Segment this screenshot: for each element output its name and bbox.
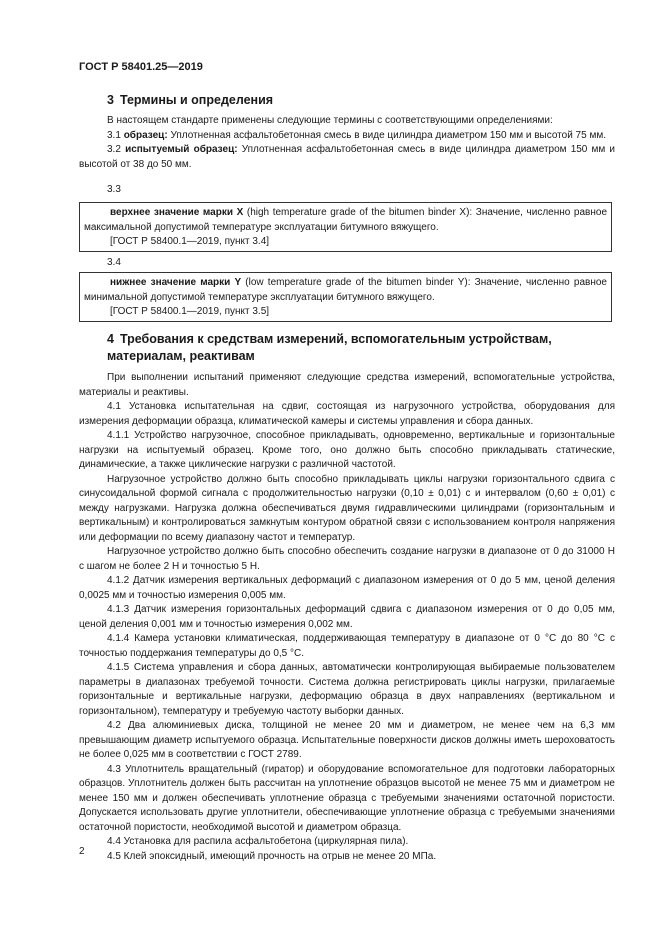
paragraph: Нагрузочное устройство должно быть способно прикладывать циклы нагрузки горизонтального сдвига с синусоидальной формой сигнала с продолжительностью нагрузки (0,10 ± 0,01) с и интервалом (0,60 ± 0,01) с между нагрузками. Нагрузка должна обеспечиваться двумя гидравлическими цилиндрами (горизонтальным и вертикальным) и контролироваться замкнутым контуром обратной связи с использованием контроля напряжения или деформации по всему диапазону частот и температур.	[79, 473, 615, 543]
document-header: ГОСТ Р 58401.25—2019	[79, 61, 203, 73]
section-3-intro: В настоящем стандарте применены следующие термины с соответствующими определениями:	[107, 115, 553, 126]
section-3-number: 3	[107, 93, 114, 107]
term-3-3-reference: [ГОСТ Р 58400.1—2019, пункт 3.4]	[110, 236, 270, 247]
section-3-heading	[107, 92, 273, 109]
term-3-4-reference: [ГОСТ Р 58400.1—2019, пункт 3.5]	[110, 306, 270, 317]
term-3-4-term: нижнее значение марки Y	[110, 277, 242, 288]
section-4-body	[79, 371, 615, 864]
section-3-title: Термины и определения	[119, 93, 274, 107]
term-3-1-text: Уплотненная асфальтобетонная смесь в виде цилиндра диаметром 150 мм и высотой 75 мм.	[170, 129, 606, 141]
paragraph: 4.1.1 Устройство нагрузочное, способное прикладывать, одновременно, вертикальные и горизонтальные нагрузки на испытуемый образец. Кроме того, оно должно быть способно прикладывать статические, динамические, а также циклические нагрузки с различной частотой.	[79, 430, 615, 470]
paragraph: При выполнении испытаний применяют следующие средства измерений, вспомогательные устройства, материалы и реактивы.	[79, 372, 615, 398]
paragraph: 4.1.2 Датчик измерения вертикальных деформаций с диапазоном измерения от 0 до 5 мм, ценой деления 0,0025 мм и точностью измерения 0,005 мм.	[79, 575, 615, 601]
term-3-2-number: 3.2	[107, 144, 121, 155]
paragraph: 4.1.5 Система управления и сбора данных, автоматически контролирующая выбираемые пользователем параметры в диапазонах требуемой точности. Система должна регистрировать циклы нагрузки, прилагаемые горизонтальные и вертикальные нагрузки, деформацию образца в двух направлениях (вертикальном и горизонтальном), температуру и требуемую частоту выборки данных.	[79, 662, 615, 717]
term-3-3-text: (high temperature grade of the bitumen binder X): Значение, численно равное максимальной допустимой температуре эксплуатации битумного вяжущего.	[84, 207, 608, 233]
term-3-2-term: испытуемый образец:	[125, 144, 238, 155]
term-3-4-box	[79, 272, 612, 322]
paragraph: 4.3 Уплотнитель вращательный (гиратор) и оборудование вспомогательное для подготовки лабораторных образцов. Уплотнитель должен быть рассчитан на уплотнение образцов высотой не менее 75 мм и диаметром не менее 150 мм и должен обеспечивать уплотнение образца с требуемыми значениями остаточной пористости. Допускается использовать другие уплотнители, обеспечивающие уплотнение образца с требуемыми значениями остаточной пористости, необходимой высотой и диаметром образца.	[79, 763, 615, 833]
term-3-2-text: Уплотненная асфальтобетонная смесь в виде цилиндра диаметром 150 мм и высотой от 38 до 50 мм.	[79, 144, 615, 170]
term-3-3-number: 3.3	[107, 184, 121, 195]
term-3-1-number: 3.1	[107, 129, 121, 141]
term-3-4-definition	[84, 276, 607, 305]
term-3-3-definition	[84, 206, 607, 235]
section-3-body	[79, 114, 615, 172]
term-3-1	[79, 129, 615, 144]
paragraph: 4.1.3 Датчик измерения горизонтальных деформаций сдвига с диапазоном измерения от 0 до 0,05 мм, ценой деления 0,001 мм и точностью измерения 0,002 мм.	[79, 604, 615, 630]
paragraph: 4.4 Установка для распила асфальтобетона (циркулярная пила).	[107, 836, 409, 847]
paragraph: 4.1 Установка испытательная на сдвиг, состоящая из нагрузочного устройства, оборудования для измерения деформации образца, климатической камеры и системы управления и сбора данных.	[79, 401, 615, 427]
page-number: 2	[79, 846, 85, 857]
term-3-4-number: 3.4	[107, 257, 121, 268]
paragraph: Нагрузочное устройство должно быть способно обеспечить создание нагрузки в диапазоне от 0 до 31000 Н с шагом не более 2 Н и точностью 5 Н.	[79, 546, 615, 572]
term-3-3-term: верхнее значение марки X	[110, 207, 244, 218]
paragraph: 4.5 Клей эпоксидный, имеющий прочность на отрыв не менее 20 МПа.	[107, 850, 437, 862]
term-3-2	[79, 143, 615, 172]
section-4-heading	[107, 331, 617, 365]
paragraph: 4.2 Два алюминиевых диска, толщиной не менее 20 мм и диаметром, не менее чем на 6,3 мм превышающим диаметр испытуемого образца. Испытательные поверхности дисков должны иметь шероховатость не более 0,025 мм в соответствии с ГОСТ 2789.	[79, 720, 615, 760]
section-4-number: 4	[107, 332, 114, 346]
paragraph: 4.1.4 Камера установки климатическая, поддерживающая температуру в диапазоне от 0 °С до 80 °С с точностью поддержания температуры до 0,5 °С.	[79, 633, 615, 659]
section-4-title: Требования к средствам измерений, вспомогательным устройствам, материалам, реактивам	[107, 332, 552, 363]
term-3-3-box	[79, 202, 612, 252]
term-3-1-term: образец:	[123, 129, 168, 141]
term-3-4-text: (low temperature grade of the bitumen binder Y): Значение, численно равное минимальной допустимой температуре эксплуатации битумного вяжущего.	[84, 277, 607, 303]
